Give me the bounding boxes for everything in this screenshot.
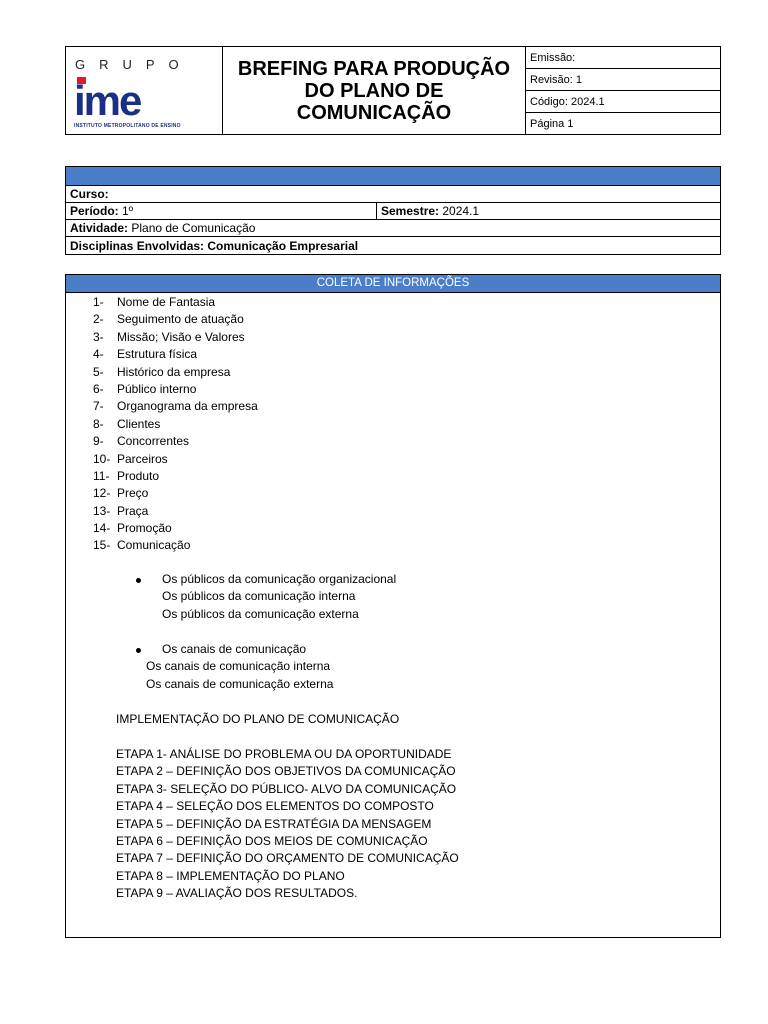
atividade-label: Atividade:	[70, 221, 129, 235]
bullet-icon	[136, 648, 141, 653]
meta-cell	[526, 47, 720, 134]
list-item: 1- Nome de Fantasia	[93, 295, 216, 309]
canais-bullet: Os canais de comunicação	[162, 642, 307, 656]
canais-interna: Os canais de comunicação interna	[146, 659, 331, 674]
etapas-list	[116, 746, 459, 903]
list-item: 10- Parceiros	[93, 451, 168, 466]
row-periodo	[66, 203, 720, 220]
publicos-interna: Os públicos da comunicação interna	[162, 589, 356, 604]
list-item: 3- Missão; Visão e Valores	[93, 329, 245, 344]
periodo-value: 1º	[118, 204, 134, 218]
meta-emissao: Emissão:	[526, 47, 720, 69]
list-item: 12- Preço	[93, 486, 149, 501]
list-item: 5- Histórico da empresa	[93, 364, 231, 379]
row-disciplinas	[66, 237, 720, 254]
etapa-item: ETAPA 6 – DEFINIÇÃO DOS MEIOS DE COMUNICAÇÃO	[116, 834, 428, 849]
implementacao-heading: IMPLEMENTAÇÃO DO PLANO DE COMUNICAÇÃO	[116, 712, 400, 726]
document-header	[65, 46, 721, 135]
list-item: 2- Seguimento de atuação	[93, 312, 244, 327]
institute-name: INSTITUTO METROPOLITANO DE ENSINO	[74, 123, 181, 129]
etapa-item: ETAPA 1- ANÁLISE DO PROBLEMA OU DA OPORTUNIDADE	[116, 747, 452, 761]
info-list	[93, 294, 258, 555]
list-item: 6- Público interno	[93, 381, 197, 396]
canais-externa: Os canais de comunicação externa	[146, 676, 334, 691]
etapa-item: ETAPA 4 – SELEÇÃO DOS ELEMENTOS DO COMPOSTO	[116, 799, 434, 814]
brand-word: GRUPO	[75, 57, 193, 72]
meta-revisao: Revisão: 1	[526, 69, 720, 91]
row-atividade	[66, 220, 720, 237]
list-item: 11- Produto	[93, 468, 160, 483]
bullet-icon	[136, 578, 141, 583]
publicos-externa: Os públicos da comunicação externa	[162, 606, 359, 621]
canais-block	[138, 641, 333, 693]
course-info-table	[65, 166, 721, 255]
row-curso	[66, 186, 720, 203]
publicos-block	[138, 571, 396, 623]
etapa-item: ETAPA 9 – AVALIAÇÃO DOS RESULTADOS.	[116, 886, 358, 901]
publicos-bullet: Os públicos da comunicação organizacional	[162, 572, 397, 586]
logo-cell	[66, 47, 223, 134]
semestre-value: 2024.1	[439, 204, 480, 218]
info-header-bar	[66, 167, 720, 186]
coleta-section	[65, 274, 721, 938]
periodo-label: Período:	[70, 204, 119, 218]
disciplinas-text: Disciplinas Envolvidas: Comunicação Empresarial	[70, 238, 359, 253]
etapa-item: ETAPA 2 – DEFINIÇÃO DOS OBJETIVOS DA COMUNICAÇÃO	[116, 764, 456, 779]
coleta-heading: COLETA DE INFORMAÇÕES	[66, 275, 720, 293]
logo-text: ime	[74, 77, 141, 119]
etapa-item: ETAPA 8 – IMPLEMENTAÇÃO DO PLANO	[116, 868, 345, 883]
document-title: BREFING PARA PRODUÇÃO DO PLANO DE COMUNICAÇÃO	[237, 57, 511, 124]
meta-pagina: Página 1	[530, 117, 574, 130]
list-item: 14- Promoção	[93, 521, 172, 536]
atividade-value: Plano de Comunicação	[128, 221, 256, 235]
title-cell	[223, 47, 526, 134]
ime-logo	[74, 77, 172, 119]
meta-codigo: Código: 2024.1	[526, 91, 720, 113]
etapa-item: ETAPA 3- SELEÇÃO DO PÚBLICO- ALVO DA COMUNICAÇÃO	[116, 781, 457, 796]
list-item: 15- Comunicação	[93, 538, 191, 553]
list-item: 13- Praça	[93, 503, 149, 518]
etapa-item: ETAPA 5 – DEFINIÇÃO DA ESTRATÉGIA DA MENSAGEM	[116, 816, 432, 831]
curso-label: Curso:	[70, 187, 109, 201]
list-item: 4- Estrutura física	[93, 347, 198, 362]
list-item: 7- Organograma da empresa	[93, 399, 258, 414]
list-item: 8- Clientes	[93, 416, 161, 431]
semestre-label: Semestre:	[381, 204, 440, 218]
etapa-item: ETAPA 7 – DEFINIÇÃO DO ORÇAMENTO DE COMUNICAÇÃO	[116, 851, 459, 866]
list-item: 9- Concorrentes	[93, 434, 190, 449]
